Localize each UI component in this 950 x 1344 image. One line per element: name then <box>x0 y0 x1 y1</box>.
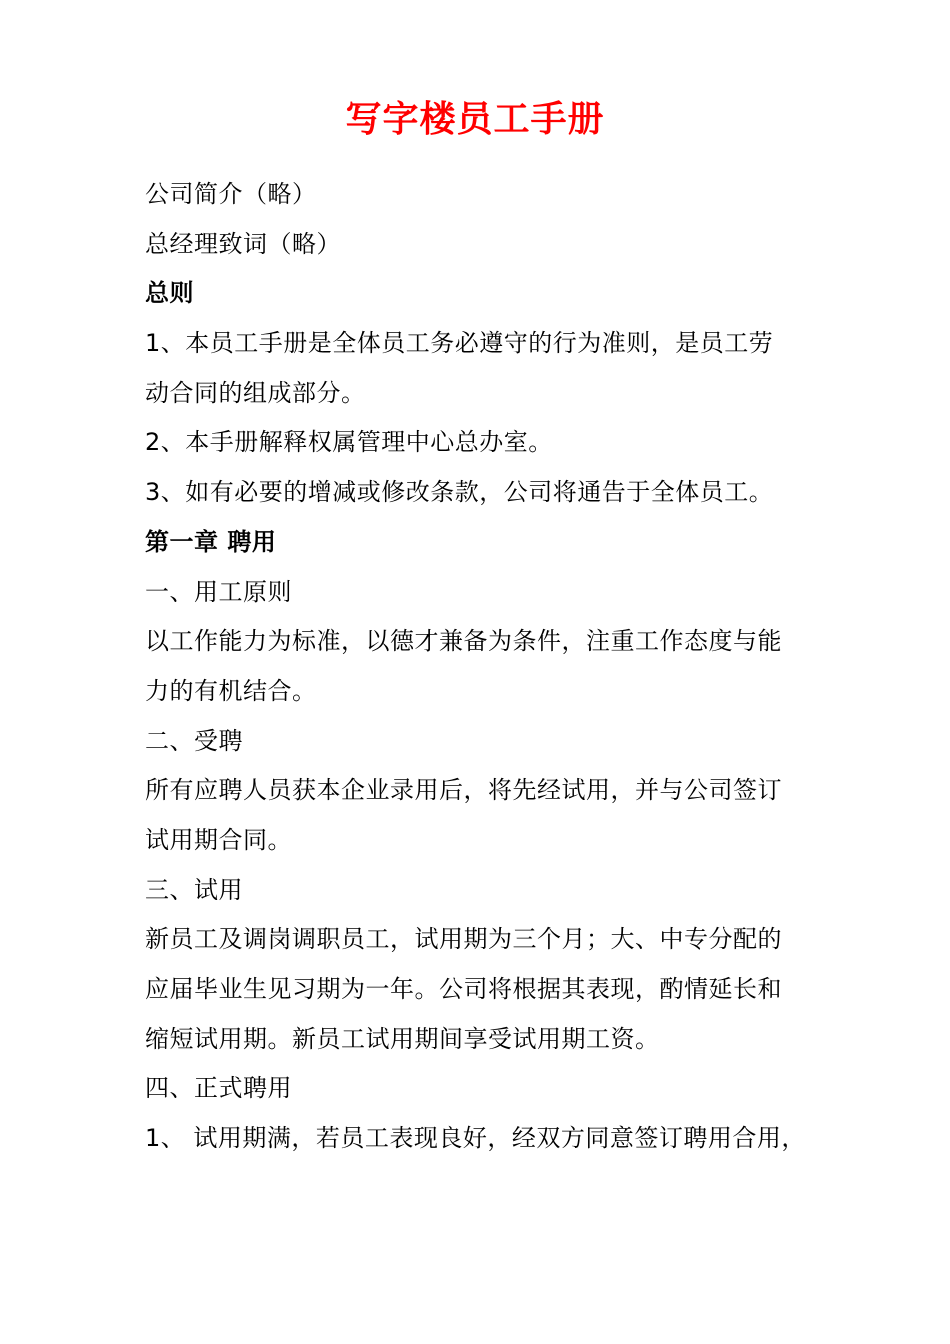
text-line: 新员工及调岗调职员工，试用期为三个月；大、中专分配的 <box>145 925 782 954</box>
text-line: 公司简介（略） <box>145 180 317 208</box>
document-title: 写字楼员工手册 <box>345 99 605 140</box>
text-line: 1、 试用期满，若员工表现良好，经双方同意签订聘用合用， <box>145 1124 806 1153</box>
text-line: 以工作能力为标准，以德才兼备为条件，注重工作态度与能 <box>145 627 782 656</box>
text-line: 2、本手册解释权属管理中心总办室。 <box>145 428 553 457</box>
text-line: 应届毕业生见习期为一年。公司将根据其表现，酌情延长和 <box>145 975 782 1003</box>
text-line: 二、受聘 <box>145 726 243 755</box>
section-heading: 总则 <box>145 279 194 308</box>
text-line: 1、本员工手册是全体员工务必遵守的行为准则，是员工劳 <box>145 329 774 358</box>
text-line: 三、试用 <box>145 875 243 904</box>
section-heading: 第一章 聘用 <box>145 527 277 556</box>
text-line: 所有应聘人员获本企业录用后，将先经试用，并与公司签订 <box>145 776 782 805</box>
text-line: 一、用工原则 <box>145 577 292 606</box>
text-line: 试用期合同。 <box>145 825 292 854</box>
text-line: 3、如有必要的增减或修改条款，公司将通告于全体员工。 <box>145 478 774 507</box>
text-line: 力的有机结合。 <box>145 676 317 705</box>
text-line: 四、正式聘用 <box>145 1074 292 1103</box>
text-line: 缩短试用期。新员工试用期间享受试用期工资。 <box>145 1024 660 1053</box>
document-body <box>145 170 825 1164</box>
text-line: 总经理致词（略） <box>145 229 341 258</box>
text-line: 动合同的组成部分。 <box>145 378 366 407</box>
